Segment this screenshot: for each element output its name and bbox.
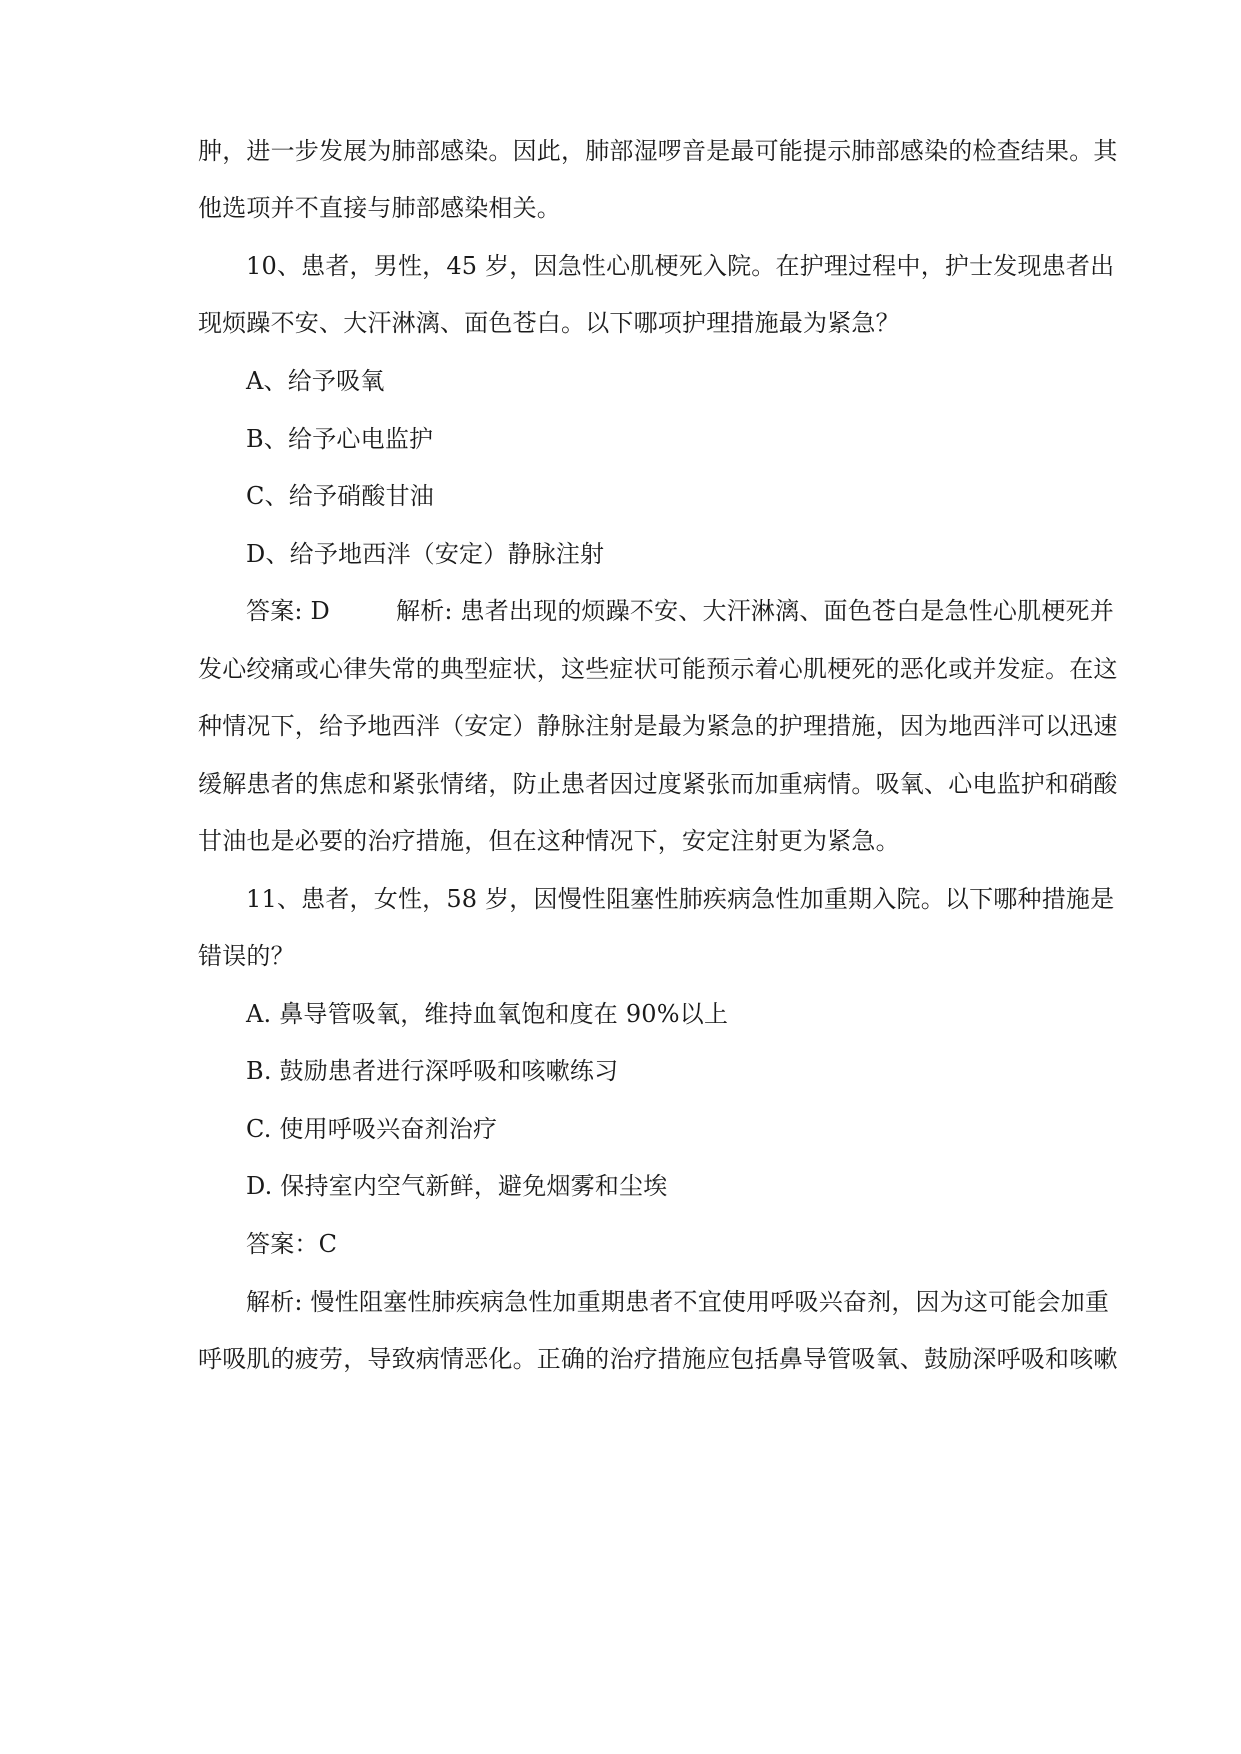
q10-stem-line-2: 现烦躁不安、大汗淋漓、面色苍白。以下哪项护理措施最为紧急？ [198,309,900,337]
q10-answer-row [246,596,1114,626]
q11-option-d: D. 保持室内空气新鲜，避免烟雾和尘埃 [246,1172,668,1200]
q10-option-c: C、给予硝酸甘油 [246,482,434,510]
q11-analysis-line-2: 呼吸肌的疲劳，导致病情恶化。正确的治疗措施应包括鼻导管吸氧、鼓励深呼吸和咳嗽 [198,1345,1118,1373]
q11-stem-line-2: 错误的？ [198,942,295,970]
q10-option-a: A、给予吸氧 [246,367,385,395]
q10-analysis-line-3: 种情况下，给予地西泮（安定）静脉注射是最为紧急的护理措施，因为地西泮可以迅速 [198,712,1118,740]
prev-analysis-line-2: 他选项并不直接与肺部感染相关。 [198,194,561,222]
q10-option-d: D、给予地西泮（安定）静脉注射 [246,540,605,568]
q11-analysis-line-1: 解析: 慢性阻塞性肺疾病急性加重期患者不宜使用呼吸兴奋剂，因为这可能会加重 [246,1288,1110,1316]
q10-analysis-line-1: 解析: 患者出现的烦躁不安、大汗淋漓、面色苍白是急性心肌梗死并 [396,597,1114,625]
q10-option-b: B、给予心电监护 [246,425,434,453]
q11-option-c: C. 使用呼吸兴奋剂治疗 [246,1115,498,1143]
q11-stem-line-1: 11、患者，女性，58 岁，因慢性阻塞性肺疾病急性加重期入院。以下哪种措施是 [246,885,1115,913]
q10-analysis-line-4: 缓解患者的焦虑和紧张情绪，防止患者因过度紧张而加重病情。吸氧、心电监护和硝酸 [198,770,1118,798]
q11-option-a: A. 鼻导管吸氧，维持血氧饱和度在 90%以上 [246,1000,729,1028]
q10-analysis-line-5: 甘油也是必要的治疗措施，但在这种情况下，安定注射更为紧急。 [198,827,900,855]
q11-answer: 答案：C [246,1230,338,1258]
q10-analysis-line-2: 发心绞痛或心律失常的典型症状，这些症状可能预示着心肌梗死的恶化或并发症。在这 [198,655,1118,683]
prev-analysis-line-1: 肿，进一步发展为肺部感染。因此，肺部湿啰音是最可能提示肺部感染的检查结果。其 [198,137,1118,165]
q10-answer: 答案: D [246,597,330,625]
q11-option-b: B. 鼓励患者进行深呼吸和咳嗽练习 [246,1057,619,1085]
q10-stem-line-1: 10、患者，男性，45 岁，因急性心肌梗死入院。在护理过程中，护士发现患者出 [246,252,1115,280]
